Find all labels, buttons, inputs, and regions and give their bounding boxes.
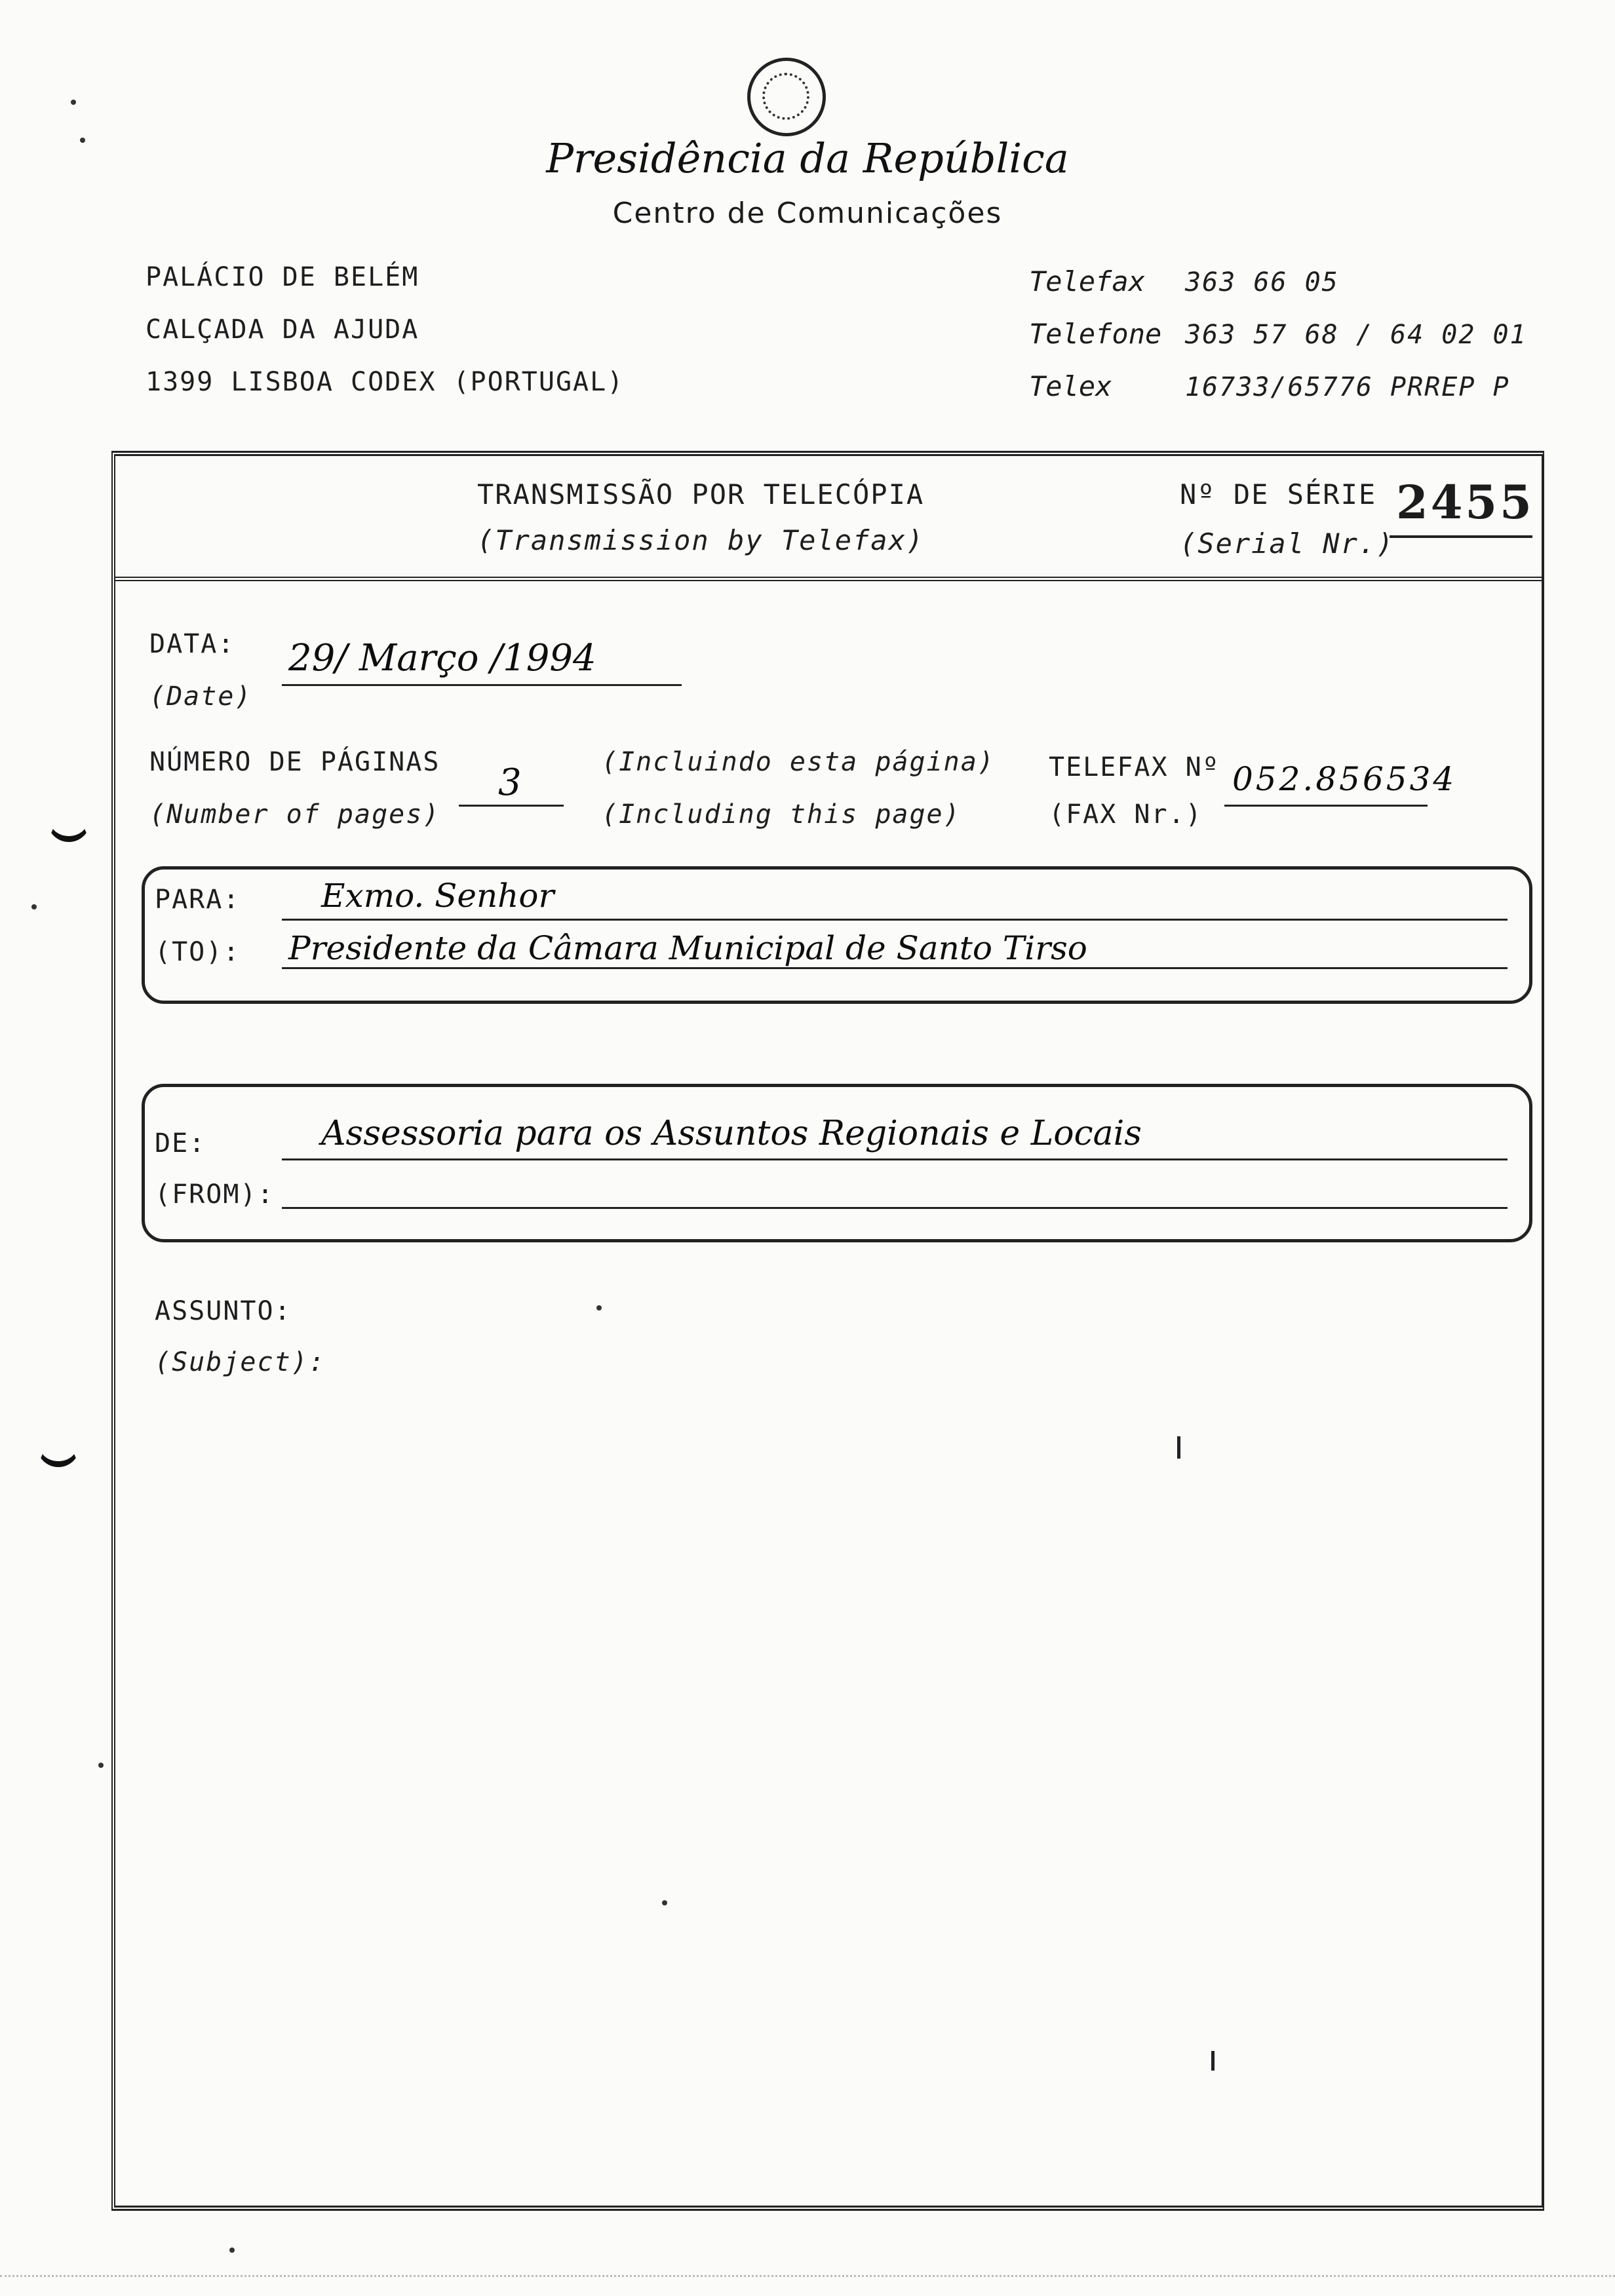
telefone-value: 363 57 68 / 64 02 01: [1185, 320, 1527, 350]
recipient-line-2-rule: [282, 967, 1508, 969]
date-label-en: (Date): [149, 681, 252, 712]
pages-note-en: (Including this page): [602, 799, 961, 830]
fax-form-frame: [111, 451, 1544, 2211]
pages-label-en: (Number of pages): [149, 799, 440, 830]
scan-speck: [71, 100, 76, 105]
scan-speck: [31, 904, 37, 909]
fax-number-label-en: (FAX Nr.): [1049, 799, 1203, 830]
subject-label: ASSUNTO:: [155, 1296, 292, 1326]
sender-line-1: Assessoria para os Assuntos Regionais e Locais: [321, 1114, 1142, 1153]
scan-edge-noise: [0, 2275, 1615, 2280]
form-title-en: (Transmission by Telefax): [477, 524, 925, 556]
serial-number: 2455: [1396, 475, 1534, 529]
scan-speck: [80, 138, 85, 143]
recipient-line-1-rule: [282, 919, 1508, 921]
telefone-label: Telefone: [1029, 318, 1162, 350]
date-value: 29/ Março /1994: [288, 637, 596, 679]
date-underline: [282, 684, 682, 686]
scan-speck: [662, 1900, 667, 1905]
sender-line-1-rule: [282, 1158, 1508, 1160]
recipient-line-2: Presidente da Câmara Municipal de Santo Tirso: [288, 929, 1087, 967]
serial-label-pt: Nº DE SÉRIE: [1180, 478, 1377, 510]
punch-hole-mark-upper: [47, 798, 90, 842]
address-line-2: CALÇADA DA AJUDA: [146, 315, 419, 345]
letterhead-subtitle: Centro de Comunicações: [612, 197, 1003, 230]
address-line-3: 1399 LISBOA CODEX (PORTUGAL): [146, 367, 625, 397]
telex-value: 16733/65776 PRREP P: [1185, 372, 1510, 402]
sender-box: [142, 1084, 1532, 1242]
letterhead-title: Presidência da República: [546, 134, 1069, 182]
form-title-pt: TRANSMISSÃO POR TELECÓPIA: [477, 478, 925, 510]
punch-hole-mark-lower: [37, 1423, 80, 1467]
sender-line-2-rule: [282, 1207, 1508, 1209]
address-line-1: PALÁCIO DE BELÉM: [146, 262, 419, 292]
pages-note: (Incluindo esta página): [602, 747, 995, 777]
subject-label-en: (Subject):: [155, 1347, 326, 1377]
to-label-en: (TO):: [155, 937, 241, 967]
telefax-value: 363 66 05: [1185, 267, 1339, 297]
fax-number-underline: [1224, 805, 1428, 807]
scan-stroke: [1177, 1436, 1180, 1459]
scan-speck: [596, 1305, 602, 1311]
fax-number-label: TELEFAX Nº: [1049, 752, 1220, 782]
scan-speck: [98, 1763, 104, 1768]
pages-label: NÚMERO DE PÁGINAS: [149, 747, 440, 777]
fax-number-value: 052.856534: [1232, 760, 1457, 798]
telefax-label: Telefax: [1029, 265, 1146, 297]
from-label-en: (FROM):: [155, 1179, 275, 1210]
presidency-seal-icon: [747, 58, 826, 136]
header-divider: [115, 577, 1542, 581]
to-label: PARA:: [155, 885, 241, 915]
serial-label-en: (Serial Nr.): [1180, 527, 1395, 560]
recipient-line-1: Exmo. Senhor: [321, 877, 555, 915]
telex-label: Telex: [1029, 370, 1112, 402]
pages-underline: [459, 805, 564, 807]
date-label: DATA:: [149, 629, 235, 659]
from-label: DE:: [155, 1128, 206, 1158]
scan-stroke: [1211, 2051, 1215, 2071]
scan-speck: [229, 2248, 235, 2253]
serial-underline: [1390, 535, 1532, 538]
pages-value: 3: [498, 761, 522, 804]
